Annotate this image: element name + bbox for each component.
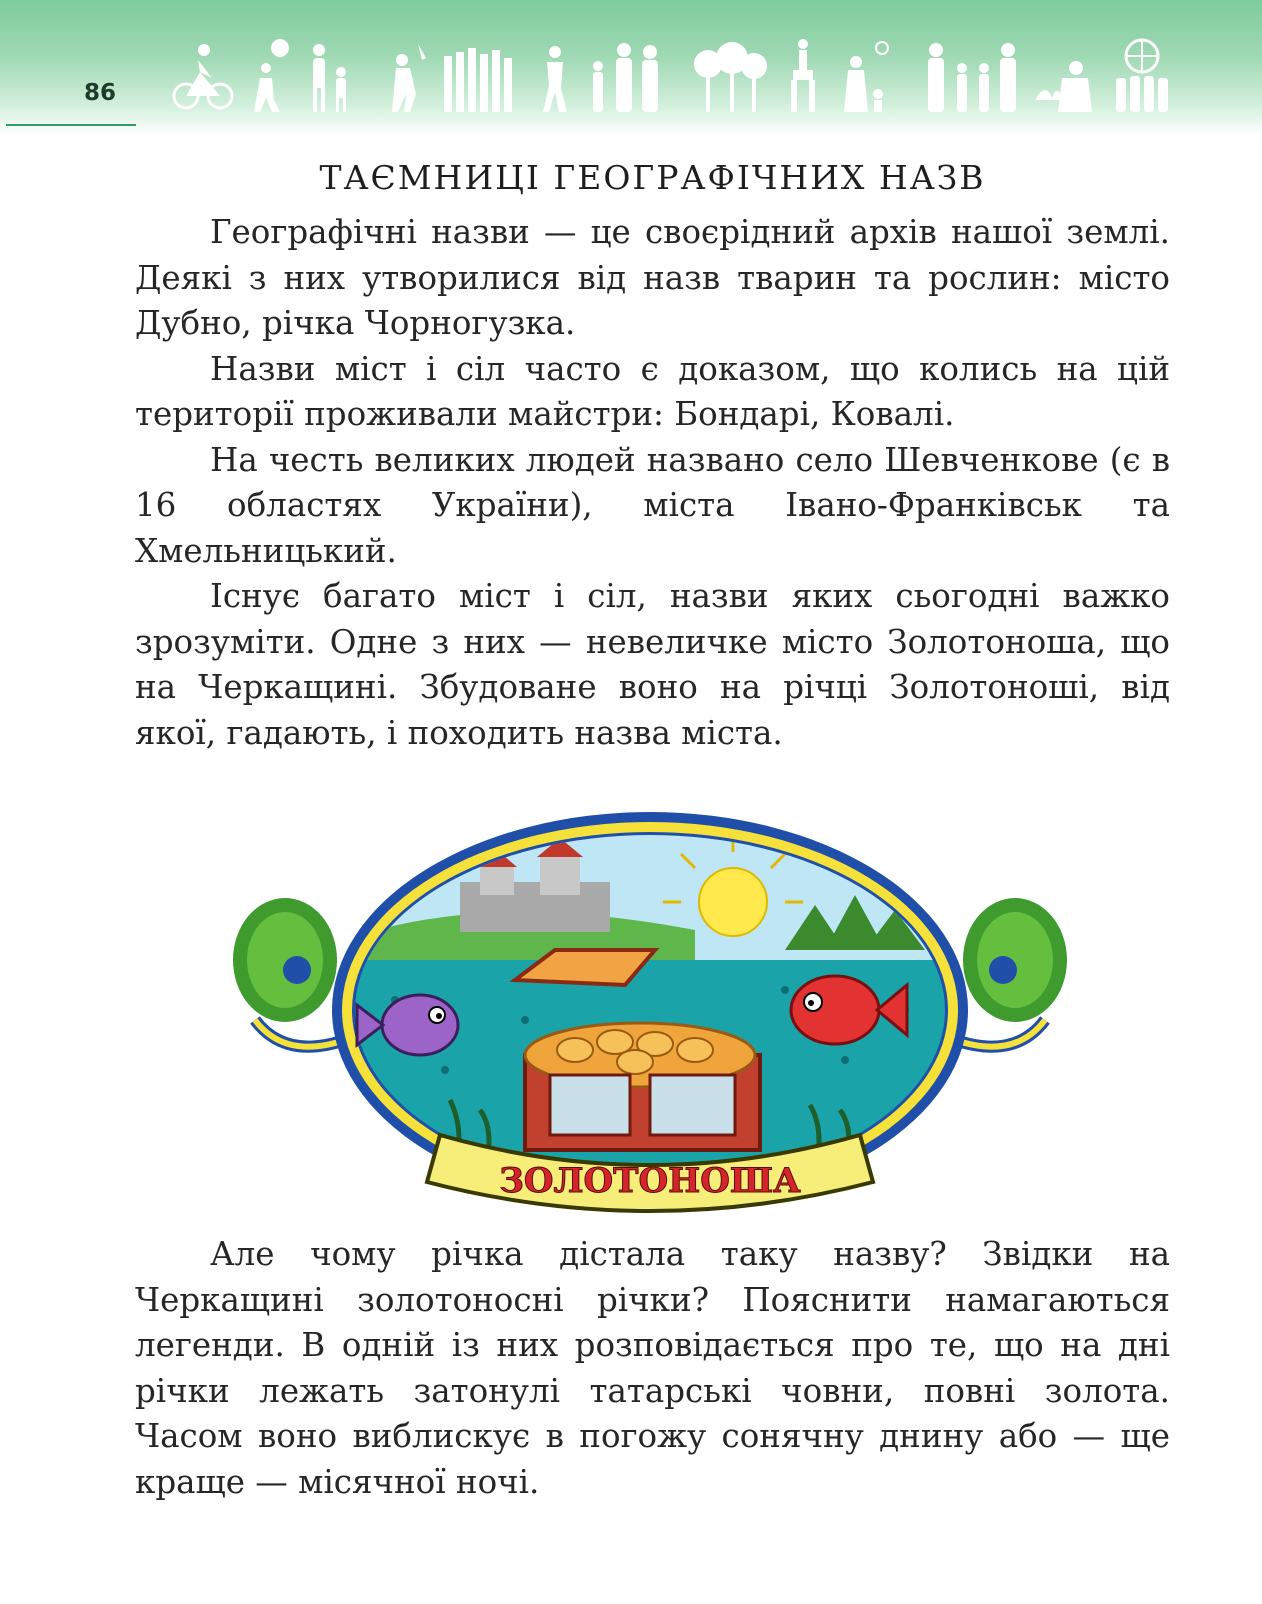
emblem-label: ЗОЛОТОНОША	[499, 1161, 801, 1201]
crowd-icon	[444, 48, 512, 112]
paragraph: Існує багато міст і сіл, назви яких сьогодні важко зрозуміти. Одне з них — невеличке місто Золотоноша, що на Черкащині. Збудоване воно на річці Золотоноші, від якої, гадають, і походить назва міста.	[135, 577, 1170, 752]
paragraph: Географічні назви — це своєрідний архів нашої землі. Деякі з них утворилися від назв тварин та рослин: місто Дубно, річка Чорногузка.	[135, 213, 1170, 342]
header-silhouettes	[172, 38, 1182, 114]
mother-child-icon	[844, 42, 888, 112]
paragraph: Назви міст і сіл часто є доказом, що колись на цій території проживали майстри: Бондарі, Ковалі.	[135, 349, 1170, 433]
leaf-ornament-left	[233, 898, 345, 1047]
zolotonosha-emblem	[225, 810, 1075, 1230]
article-title: ТАЄМНИЦІ ГЕОГРАФІЧНИХ НАЗВ	[319, 158, 986, 197]
cyclist-icon	[174, 44, 232, 108]
family-walk-icon	[593, 43, 658, 112]
runner-icon	[543, 46, 567, 112]
globe-people-icon	[1116, 40, 1168, 112]
adult-child-icon	[313, 44, 346, 112]
family-icon	[928, 43, 1016, 112]
acrobats-icon	[791, 39, 815, 112]
tree-group-icon	[694, 42, 767, 112]
page-number: 86	[84, 80, 117, 106]
paragraph: На честь великих людей названо село Шевченкове (є в 16 областях України), міста Івано-Франківськ та Хмельницький.	[135, 440, 1170, 570]
leaf-ornament-right	[955, 898, 1067, 1047]
header-divider	[6, 124, 136, 126]
child-balloon-icon	[254, 39, 289, 112]
paragraph: Але чому річка дістала таку назву? Звідки на Черкащині золотоносні річки? Пояснити намагаються легенди. В одній із них розповідається про те, що на дні річки лежать затонулі татарські човни, повні золота. Часом воно виблискує в погожу сонячну днину або — ще краще — місячної ночі.	[135, 1235, 1170, 1501]
article-body-bottom	[135, 1232, 1170, 1505]
gardener-icon	[392, 44, 426, 112]
planting-icon	[1036, 61, 1092, 112]
article-body-top	[135, 210, 1170, 756]
